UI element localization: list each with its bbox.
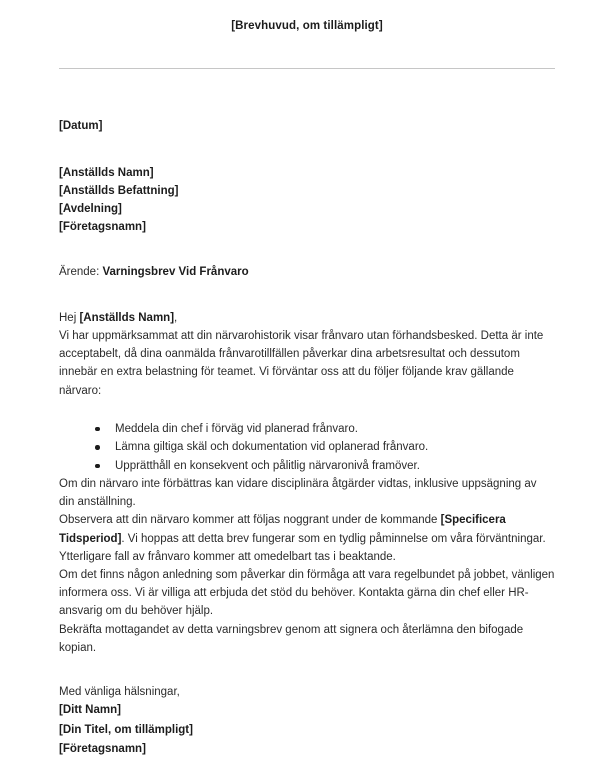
subject-label: Ärende: (59, 266, 100, 278)
requirement-text: Meddela din chef i förväg vid planerad frånvaro. (115, 422, 358, 435)
bullet-icon (95, 445, 100, 450)
signature-company: [Företagsnamn] (59, 743, 146, 756)
list-item (95, 438, 555, 456)
date-placeholder: [Datum] (59, 120, 103, 132)
recipient-company: [Företagsnamn] (59, 221, 146, 233)
recipient-block (59, 164, 555, 236)
paragraph-acknowledgement: Bekräfta mottagandet av detta varningsbrev genom att signera och återlämna den bifogade kopian. (59, 623, 524, 654)
monitoring-text-before: Observera att din närvaro kommer att följas noggrant under de kommande (59, 514, 441, 527)
signature-name: [Ditt Namn] (59, 704, 121, 717)
requirement-text: Upprätthåll en konsekvent och pålitlig närvaronivå framöver. (115, 459, 420, 472)
signature-block (59, 701, 555, 760)
bullet-icon (95, 427, 100, 432)
greeting-line (59, 309, 555, 327)
letterhead: [Brevhuvud, om tillämpligt] (231, 20, 383, 32)
recipient-department: [Avdelning] (59, 203, 122, 215)
greeting-name: [Anställds Namn] (79, 312, 175, 324)
recipient-name: [Anställds Namn] (59, 167, 154, 179)
monitoring-text-after: . Vi hoppas att detta brev fungerar som en tydlig påminnelse om våra förväntningar. Ytterligare fall av frånvaro kommer att omedelbart tas i beaktande. (59, 532, 546, 563)
monitoring-period-placeholder: [Specificera Tidsperiod] (59, 514, 506, 545)
list-item (95, 457, 555, 475)
requirement-text: Lämna giltiga skäl och dokumentation vid oplanerad frånvaro. (115, 441, 429, 454)
paragraph-support: Om det finns någon anledning som påverkar din förmåga att vara regelbundet på jobbet, vänligen informera oss. Vi är villiga att erbjuda det stöd du behöver. Kontakta gärna din chef eller HR-ansvarig om du behöver hjälp. (59, 569, 555, 618)
paragraph-intro: Vi har uppmärksammat att din närvarohistorik visar frånvaro utan förhandsbesked. Detta är inte acceptabelt, då dina oanmälda frånvarotillfällen påverkar dina arbetsresultat och dessutom innebär en extra belastning för teamet. Vi förväntar oss att du följer följande krav gällande närvaro: (59, 330, 544, 397)
bullet-icon (95, 464, 100, 469)
paragraph-monitoring (59, 511, 555, 566)
greeting-suffix: , (174, 312, 178, 324)
paragraph-consequences: Om din närvaro inte förbättras kan vidare disciplinära åtgärder vidtas, inklusive uppsägning av din anställning. (59, 478, 537, 509)
requirements-list (59, 420, 555, 475)
list-item (95, 420, 555, 438)
greeting-prefix: Hej (59, 312, 80, 324)
signature-title: [Din Titel, om tillämpligt] (59, 723, 193, 736)
closing-line: Med vänliga hälsningar, (59, 686, 180, 699)
recipient-title: [Anställds Befattning] (59, 185, 179, 197)
subject-value: Varningsbrev Vid Frånvaro (102, 266, 249, 278)
subject-line (59, 263, 555, 281)
header-divider (59, 68, 555, 69)
